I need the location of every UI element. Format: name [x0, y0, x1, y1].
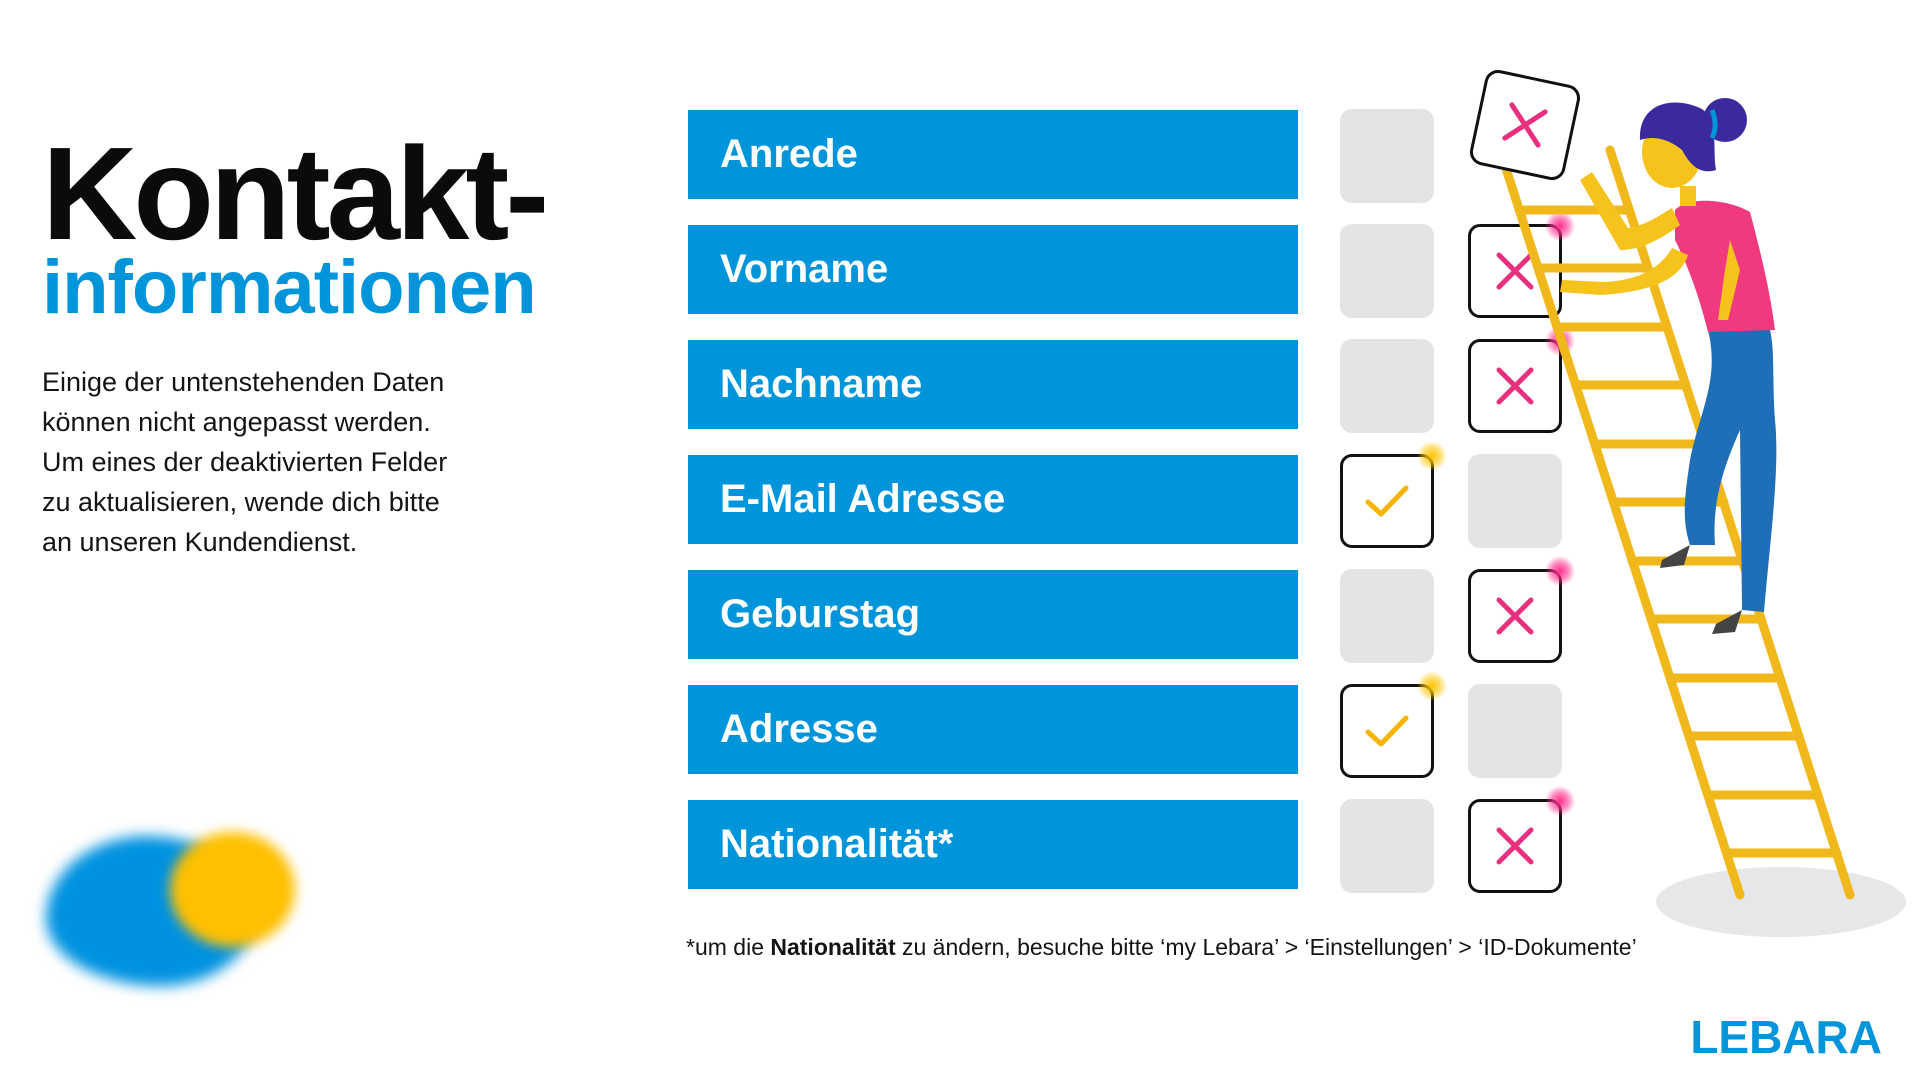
field-label-email: E-Mail Adresse — [688, 455, 1298, 544]
floor-shadow — [1656, 867, 1906, 937]
field-label-vorname: Vorname — [688, 225, 1298, 314]
footnote-bold: Nationalität — [770, 934, 896, 960]
field-label-adresse: Adresse — [688, 685, 1298, 774]
footnote-suffix: zu ändern, besuche bitte ‘my Lebara’ > ‘Einstellungen’ > ‘ID-Dokumente’ — [895, 934, 1637, 960]
page-title-line-1: Kontakt- — [42, 120, 546, 267]
field-label-geburstag: Geburstag — [688, 570, 1298, 659]
field-label-nachname: Nachname — [688, 340, 1298, 429]
description-line: Um eines der deaktivierten Felder — [42, 447, 448, 477]
field-label-nationalitaet: Nationalität* — [688, 800, 1298, 889]
description-line: Einige der untenstehenden Daten — [42, 367, 445, 397]
held-cross-box — [1469, 69, 1580, 180]
description-line: können nicht angepasst werden. — [42, 407, 431, 437]
footnote-prefix: *um die — [686, 934, 771, 960]
page-title-line-2: informationen — [42, 245, 536, 330]
field-label-anrede: Anrede — [688, 110, 1298, 199]
legs — [1685, 330, 1777, 612]
description-line: zu aktualisieren, wende dich bitte — [42, 487, 440, 517]
description-line: an unseren Kundendienst. — [42, 527, 358, 557]
lebara-logo: LEBARA — [1690, 1011, 1882, 1063]
